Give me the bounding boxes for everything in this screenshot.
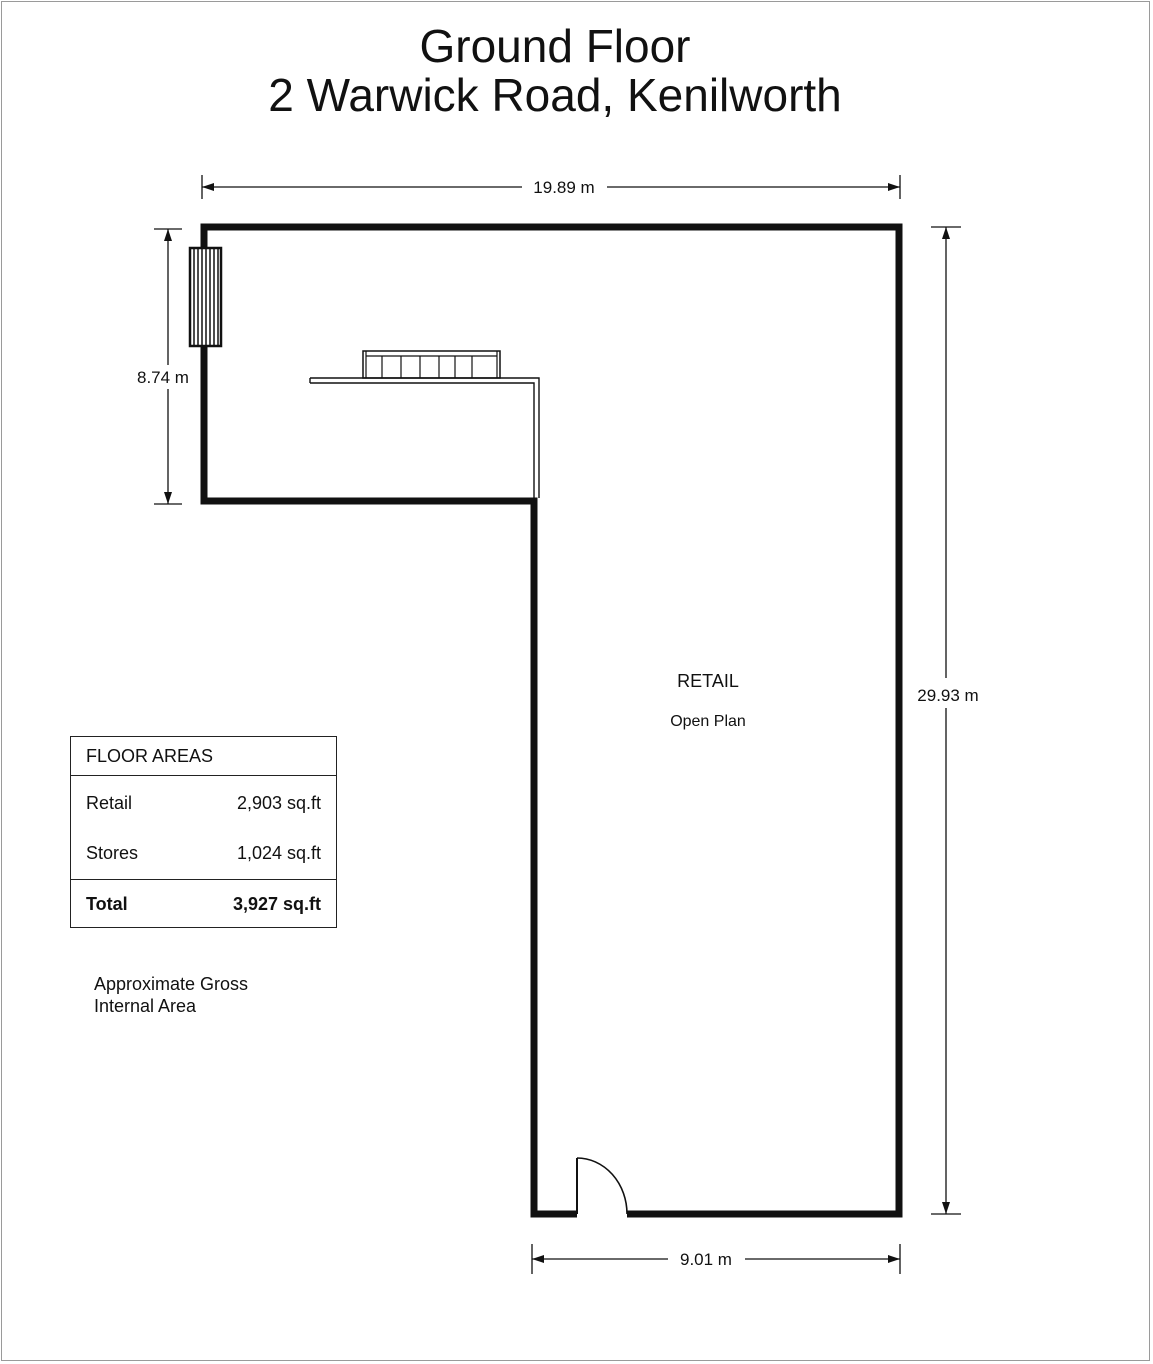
dimension-bottom-width [532, 1244, 900, 1274]
area-label: Retail [86, 793, 133, 813]
floor-title: Ground Floor [419, 20, 691, 72]
room-description: Open Plan [670, 713, 746, 730]
total-divider [71, 879, 336, 880]
area-row-total [71, 894, 336, 918]
dimension-top-width [202, 175, 900, 199]
left-height-label: 8.74 m [137, 368, 189, 387]
area-label: Stores [86, 843, 139, 863]
room-name: RETAIL [677, 671, 739, 691]
dimension-left-height [130, 229, 196, 504]
total-label: Total [86, 894, 128, 914]
note-line-2: Internal Area [94, 996, 197, 1016]
area-row-stores [71, 843, 336, 867]
total-value: 3,927 sq.ft [232, 894, 321, 914]
bottom-width-label: 9.01 m [680, 1250, 732, 1269]
inner-staircase [310, 351, 539, 498]
right-height-label: 29.93 m [917, 686, 979, 705]
area-row-retail [71, 793, 336, 817]
entrance-door [577, 1158, 627, 1214]
floor-areas-header [71, 737, 336, 776]
top-width-label: 19.89 m [533, 178, 595, 197]
side-staircase [190, 248, 221, 346]
dimension-right-height [917, 227, 978, 1214]
area-value: 2,903 sq.ft [236, 793, 321, 813]
note-line-1: Approximate Gross [94, 974, 249, 994]
gross-area-note [94, 973, 248, 1017]
address-title: 2 Warwick Road, Kenilworth [268, 69, 842, 121]
floor-areas-table [70, 736, 337, 928]
floor-areas-heading: FLOOR AREAS [86, 746, 214, 766]
exterior-walls [204, 227, 899, 1214]
area-value: 1,024 sq.ft [236, 843, 321, 863]
